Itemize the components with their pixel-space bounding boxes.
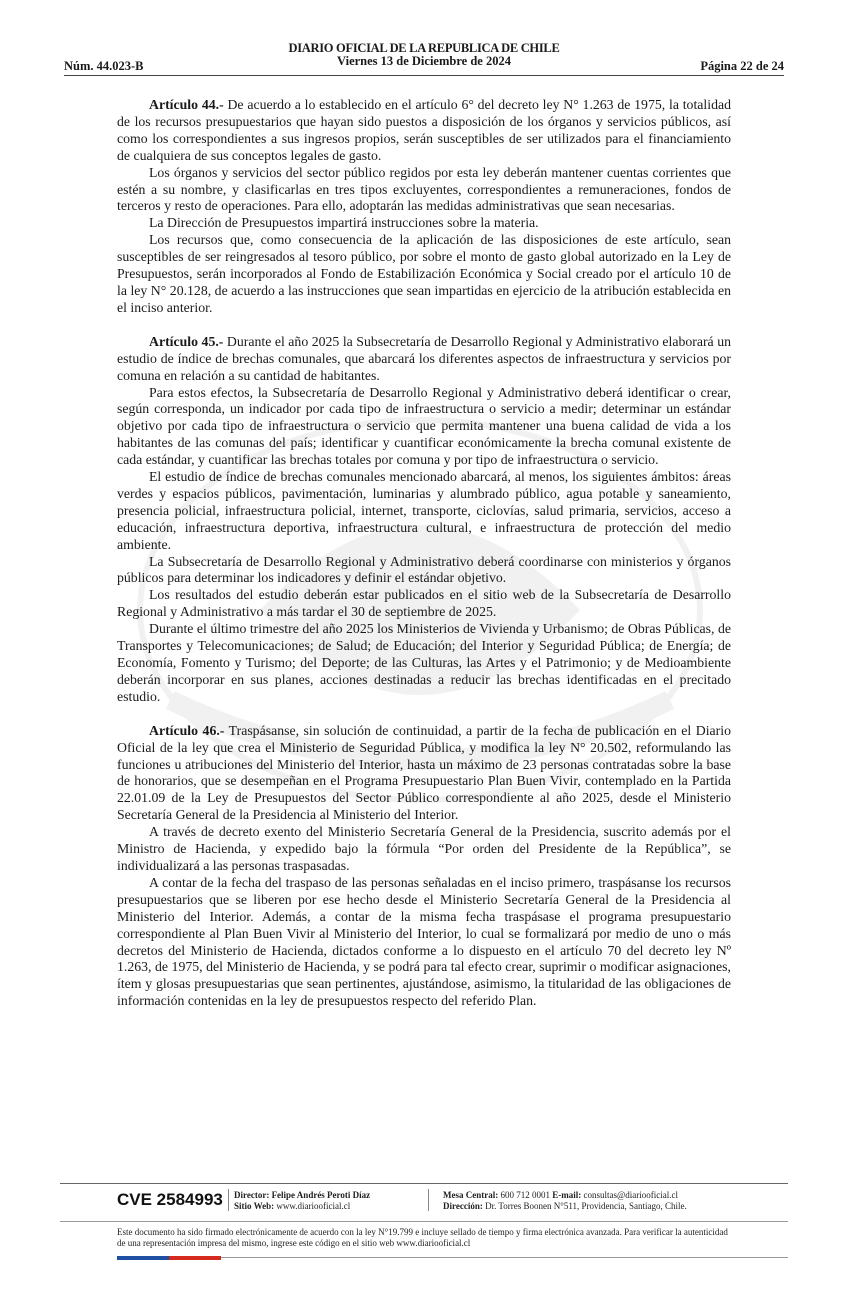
article-46-heading: Artículo 46.- xyxy=(149,722,225,738)
article-45-paragraph-1: Artículo 45.- Durante el año 2025 la Subsecretaría de Desarrollo Regional y Administrativo elaborará un estudio de índice de brechas comunales, que abarcará los diferentes aspectos de infraestructura y servicios por comuna en relación a su cantidad de habitantes. xyxy=(117,333,731,383)
paragraph-gap xyxy=(117,317,731,334)
article-44-heading: Artículo 44.- xyxy=(149,97,224,112)
flag-stripe-blue xyxy=(117,1256,169,1260)
article-46-paragraph-3: A contar de la fecha del traspaso de las personas señaladas en el inciso primero, traspásanse los recursos presupuestarios que se liberen por ese hecho desde el Ministerio Secretaría General de la Presidencia al Ministerio del Interior. Además, a contar de la misma fecha traspásase el programa presupuestario correspondiente al Plan Buen Vivir al Ministerio del Interior, lo cual se formalizará por medio de uno o más decretos del Ministerio de Hacienda, dictados conforme a lo dispuesto en el artículo 70 del decreto ley Nº 1.263, de 1975, del Ministerio de Hacienda, y se podrá para tal efecto crear, suprimir o modificar asignaciones, ítem y glosas presupuestarias que sean pertinentes, ajustándose, asimismo, la titularidad de las obligaciones de información contenidas en la ley de presupuestos respecto del referido Plan. xyxy=(117,874,731,1009)
phone-label: Mesa Central: xyxy=(443,1190,499,1200)
footer-separator xyxy=(228,1189,229,1211)
article-44-paragraph-4: Los recursos que, como consecuencia de la aplicación de las disposiciones de este artículo, sean susceptibles de ser reingresados al tesoro público, por sobre el monto de gasto global autorizado en la Ley de Presupuestos, serán incorporados al Fondo de Estabilización Económica y Social creado por el artículo 10 de la ley N° 20.128, de acuerdo a las instrucciones que sean impartidas en ejercicio de la atribución establecida en el inciso anterior. xyxy=(117,232,731,315)
article-45-paragraph-6: Durante el último trimestre del año 2025 los Ministerios de Vivienda y Urbanismo; de Obras Públicas, de Transportes y Telecomunicaciones; de Salud; de Educación; del Interior y Seguridad Pública; de Energía; de Economía, Fomento y Turismo; del Deporte; de las Culturas, las Artes y el Patrimonio; y de Medioambiente deberán incorporar en sus planes, acciones destinadas a reducir las brechas identificadas en el precitado estudio. xyxy=(117,621,731,704)
flag-stripe-red xyxy=(169,1256,221,1260)
page-number: Página 22 de 24 xyxy=(700,59,784,73)
website-label: Sitio Web: xyxy=(234,1200,275,1211)
page-header xyxy=(64,42,784,74)
article-45-heading: Artículo 45.- xyxy=(149,333,224,349)
document-body xyxy=(117,97,731,1010)
phone-number: 600 712 0001 xyxy=(500,1190,550,1200)
publication-date: Viernes 13 de Diciembre de 2024 xyxy=(337,54,511,68)
footer-separator xyxy=(428,1189,429,1211)
article-46-paragraph-2: A través de decreto exento del Ministerio Secretaría General de la Presidencia, suscrito además por el Ministro de Hacienda, y expedido bajo la fórmula “Por orden del Presidente de la República”, se individualizará a las personas traspasadas. xyxy=(117,824,731,873)
electronic-signature-note: Este documento ha sido firmado electrónicamente de acuerdo con la ley N°19.799 e incluye sellado de tiempo y firma electrónica avanzada. Para verificar la autenticidad de una representación impresa del mismo, ingrese este código en el sitio web www.diariooficial.cl xyxy=(117,1227,728,1248)
issue-number: Núm. 44.023-B xyxy=(64,59,144,73)
director-name: Felipe Andrés Peroti Díaz xyxy=(271,1190,371,1200)
footer-director-block xyxy=(234,1190,370,1211)
gazette-title: DIARIO OFICIAL DE LA REPUBLICA DE CHILE xyxy=(288,41,560,55)
website-link[interactable]: www.diariooficial.cl xyxy=(276,1200,351,1211)
article-44-paragraph-1: Artículo 44.- De acuerdo a lo establecido en el artículo 6° del decreto ley N° 1.263 de 1975, la totalidad de los recursos presupuestarios que hayan sido puestos a disposición de los órganos y servicios públicos, así como los correspondientes a sus ingresos propios, serán susceptibles de ser utilizados para el financiamiento de cualquiera de sus conceptos legales de gasto. xyxy=(117,97,731,163)
address-value: Dr. Torres Boonen N°511, Providencia, Santiago, Chile. xyxy=(485,1200,687,1211)
article-45-paragraph-3: El estudio de índice de brechas comunales mencionado abarcará, al menos, los siguientes ámbitos: áreas verdes y espacios públicos, pavimentación, luminarias y alumbrado público, agua potable y saneamiento, presencia policial, infraestructura policial, internet, transporte, ciclovías, salud primaria, servicios, acceso a educación, infraestructura deportiva, infraestructura cultural, e infraestructura de protección del medio ambiente. xyxy=(117,469,731,552)
email-label: E-mail: xyxy=(552,1190,582,1200)
article-45-paragraph-5: Los resultados del estudio deberán estar publicados en el sitio web de la Subsecretaría de Desarrollo Regional y Administrativo a más tardar el 30 de septiembre de 2025. xyxy=(117,587,731,620)
article-46-paragraph-1: Artículo 46.- Traspásanse, sin solución de continuidad, a partir de la fecha de publicación en el Diario Oficial de la ley que crea el Ministerio de Seguridad Pública, y modifica la ley N° 20.502, reformulando las funciones u atribuciones del Ministerio del Interior, hasta un máximo de 23 personas contratadas sobre la base de honorarios, que se desempeñan en el Programa Presupuestario Plan Buen Vivir, contemplado en la Partida 22.01.09 de la Ley de Presupuestos del Sector Público correspondiente al año 2025, desde el Ministerio Secretaría General de la Presidencia al Ministerio del Interior. xyxy=(117,722,732,823)
footer-contact-block xyxy=(443,1190,687,1211)
article-45-paragraph-4: La Subsecretaría de Desarrollo Regional y Administrativo deberá coordinarse con ministerios y órganos públicos para determinar los indicadores y definir el estándar objetivo. xyxy=(117,553,731,586)
header-divider xyxy=(64,75,784,76)
footer-divider-bottom xyxy=(221,1257,788,1258)
email-link[interactable]: consultas@diariooficial.cl xyxy=(583,1190,678,1200)
director-label: Director: xyxy=(234,1190,270,1200)
header-center xyxy=(64,42,784,68)
article-45-paragraph-2: Para estos efectos, la Subsecretaría de Desarrollo Regional y Administrativo deberá identificar o crear, según corresponda, un indicador por cada tipo de infraestructura o servicio a medir; determinar un estándar objetivo por cada tipo de infraestructura o servicio que permita mantener una buena calidad de vida a los habitantes de las comunas del país; identificar y cuantificar económicamente la brecha comunal existente de cada estándar, y cuantificar las brechas totales por comuna y por tipo de infraestructura o servicio. xyxy=(117,384,731,468)
article-44-paragraph-3: La Dirección de Presupuestos impartirá instrucciones sobre la materia. xyxy=(149,215,539,231)
article-44-paragraph-2: Los órganos y servicios del sector público regidos por esta ley deberán mantener cuentas corrientes que estén a su nombre, y clasificarlas en tres tipos excluyentes, correspondientes a remuneraciones, fondos de terceros y resto de operaciones. Para ello, adoptarán las medidas administrativas que sean necesarias. xyxy=(117,164,731,214)
paragraph-gap xyxy=(117,706,731,723)
address-label: Dirección: xyxy=(443,1200,483,1211)
footer-divider-middle xyxy=(60,1221,788,1222)
footer-divider-top xyxy=(60,1183,788,1184)
cve-code: CVE 2584993 xyxy=(117,1190,223,1209)
